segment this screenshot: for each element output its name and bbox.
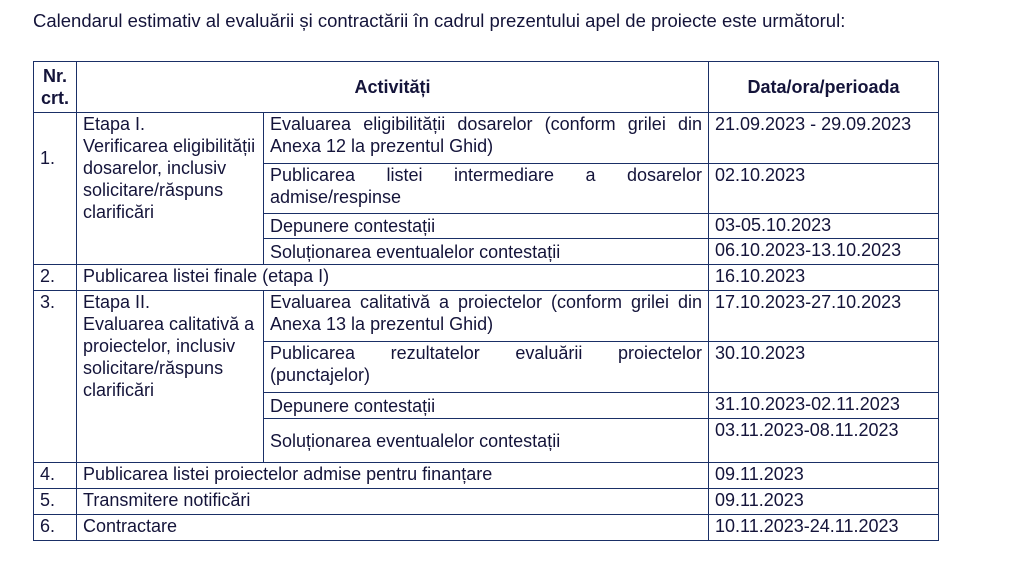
stage-title: Etapa II. bbox=[83, 292, 151, 312]
date-cell: 30.10.2023 bbox=[709, 342, 939, 393]
date-cell: 09.11.2023 bbox=[709, 489, 939, 515]
table-row bbox=[34, 463, 939, 489]
activity-cell: Publicarea listei finale (etapa I) bbox=[77, 265, 709, 291]
date-cell: 02.10.2023 bbox=[709, 164, 939, 214]
header-data: Data/ora/perioada bbox=[709, 62, 939, 113]
activity-cell: Transmitere notificări bbox=[77, 489, 709, 515]
table-row bbox=[34, 291, 939, 342]
row-number: 6. bbox=[34, 515, 77, 541]
row-number: 1. bbox=[34, 113, 77, 265]
date-cell: 17.10.2023-27.10.2023 bbox=[709, 291, 939, 342]
activity-cell: Evaluarea calitativă a proiectelor (conform grilei din Anexa 13 la prezentul Ghid) bbox=[264, 291, 709, 342]
date-cell: 10.11.2023-24.11.2023 bbox=[709, 515, 939, 541]
activity-cell: Soluționarea eventualelor contestații bbox=[264, 419, 709, 463]
row-number: 5. bbox=[34, 489, 77, 515]
activity-cell: Publicarea listei proiectelor admise pentru finanțare bbox=[77, 463, 709, 489]
calendar-table bbox=[33, 61, 939, 541]
table-row bbox=[34, 515, 939, 541]
date-cell: 06.10.2023-13.10.2023 bbox=[709, 239, 939, 265]
activity-cell: Evaluarea eligibilității dosarelor (conform grilei din Anexa 12 la prezentul Ghid) bbox=[264, 113, 709, 164]
activity-cell: Depunere contestații bbox=[264, 393, 709, 419]
date-cell: 16.10.2023 bbox=[709, 265, 939, 291]
stage-description: Verificarea eligibilității dosarelor, inclusiv solicitare/răspuns clarificări bbox=[83, 136, 256, 222]
activity-cell: Publicarea listei intermediare a dosarelor admise/respinse bbox=[264, 164, 709, 214]
stage-cell bbox=[77, 113, 264, 265]
header-nr: Nr. crt. bbox=[34, 62, 77, 113]
row-number: 4. bbox=[34, 463, 77, 489]
date-cell: 03-05.10.2023 bbox=[709, 214, 939, 239]
date-cell: 21.09.2023 - 29.09.2023 bbox=[709, 113, 939, 164]
date-cell: 03.11.2023-08.11.2023 bbox=[709, 419, 939, 463]
header-activitati: Activități bbox=[77, 62, 709, 113]
row-number: 2. bbox=[34, 265, 77, 291]
table-row bbox=[34, 113, 939, 164]
table-header-row bbox=[34, 62, 939, 113]
activity-cell: Soluționarea eventualelor contestații bbox=[264, 239, 709, 265]
activity-cell: Contractare bbox=[77, 515, 709, 541]
row-number: 3. bbox=[34, 291, 77, 463]
date-cell: 09.11.2023 bbox=[709, 463, 939, 489]
stage-description: Evaluarea calitativă a proiectelor, inclusiv solicitare/răspuns clarificări bbox=[83, 314, 255, 400]
activity-cell: Depunere contestații bbox=[264, 214, 709, 239]
table-row bbox=[34, 489, 939, 515]
stage-title: Etapa I. bbox=[83, 114, 146, 134]
activity-cell: Publicarea rezultatelor evaluării proiectelor (punctajelor) bbox=[264, 342, 709, 393]
table-row bbox=[34, 265, 939, 291]
intro-text: Calendarul estimativ al evaluării și contractării în cadrul prezentului apel de proiecte este următorul: bbox=[33, 10, 846, 31]
stage-cell bbox=[77, 291, 264, 463]
date-cell: 31.10.2023-02.11.2023 bbox=[709, 393, 939, 419]
